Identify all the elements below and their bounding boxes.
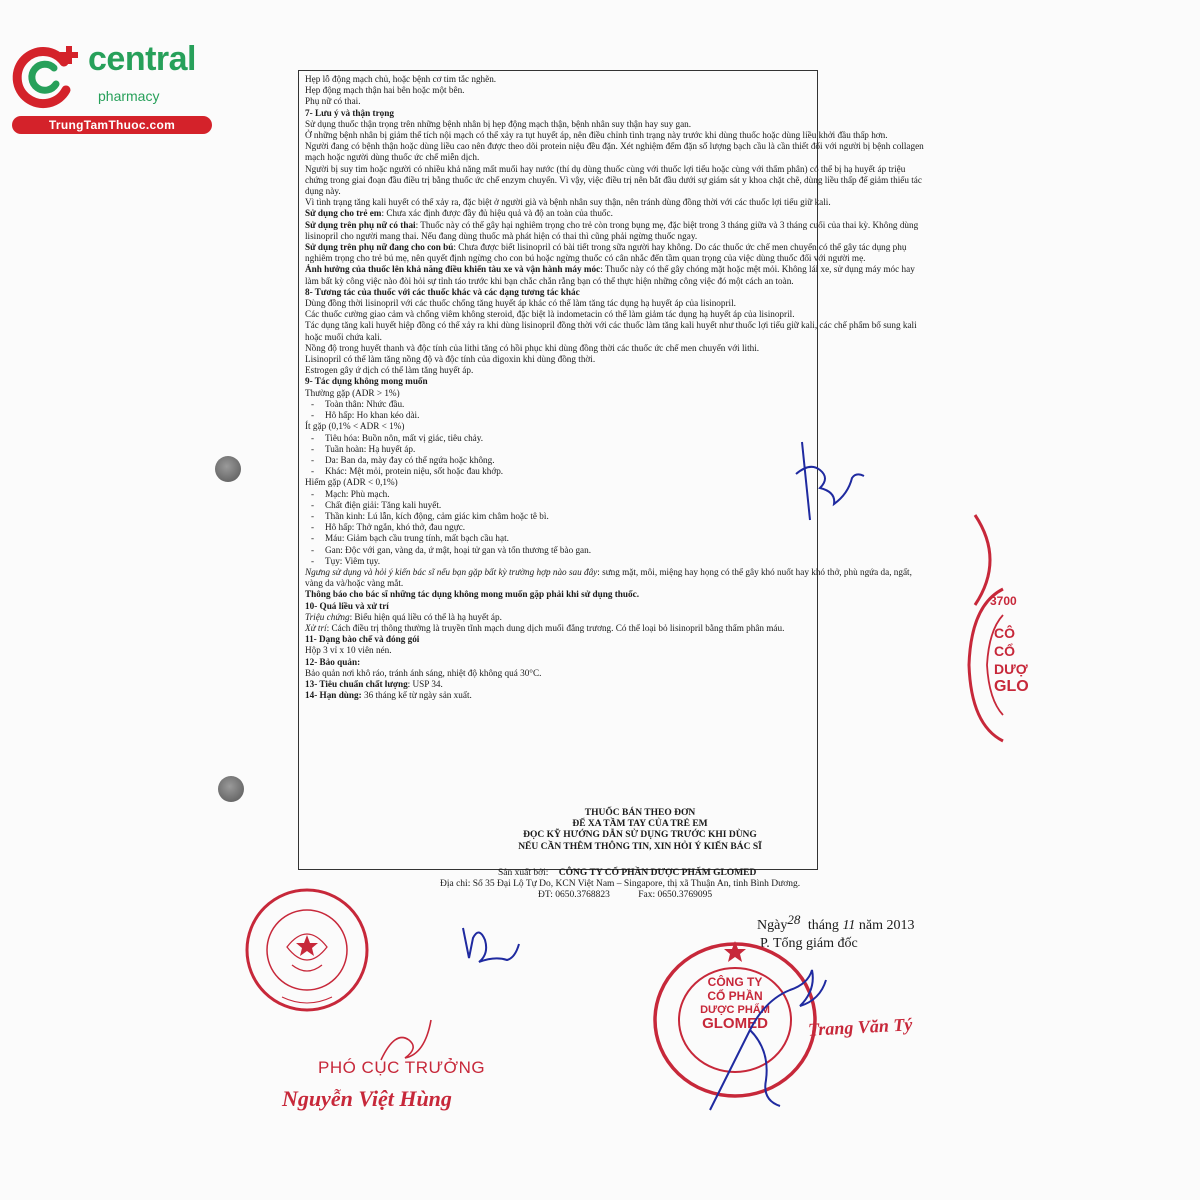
director-initials-signature bbox=[790, 432, 870, 527]
document-line bbox=[305, 410, 990, 421]
line-text: Tụy: Viêm tụy. bbox=[325, 555, 381, 566]
line-text: làm bất kỳ công việc nào đòi hỏi sự tỉnh táo trước khi bạn chắc chắn rằng bạn có thể thực hiện những công việc đó một cách an toàn. bbox=[305, 275, 794, 286]
document-line bbox=[305, 533, 990, 544]
document-line bbox=[305, 242, 990, 253]
document-line bbox=[305, 85, 990, 96]
document-line bbox=[305, 556, 990, 567]
line-text: 8- Tương tác của thuốc với các thuốc khác và các dạng tương tác khác bbox=[305, 286, 580, 297]
logo-site-badge: TrungTamThuoc.com bbox=[12, 116, 212, 134]
document-footer bbox=[310, 808, 970, 853]
document-line bbox=[305, 343, 990, 354]
line-text: Da: Ban da, mày đay có thể ngứa hoặc không. bbox=[325, 454, 495, 465]
document-line bbox=[305, 264, 990, 275]
document-line bbox=[305, 253, 990, 264]
edge-stamp-text bbox=[994, 624, 1029, 696]
edge-stamp-line3: DƯỢ bbox=[994, 661, 1028, 677]
line-text: : Thuốc này có thể gây chóng mặt hoặc mệt mỏi. Không lái xe, sử dụng máy móc hay bbox=[600, 264, 915, 275]
maker-name: CÔNG TY CỔ PHẦN DƯỢC PHẨM GLOMED bbox=[558, 868, 757, 878]
line-text: Estrogen gây ứ dịch có thể làm tăng huyết áp. bbox=[305, 365, 474, 376]
line-lead-bold: 14- Hạn dùng: bbox=[305, 690, 362, 701]
footer-ask-doctor: NẾU CẦN THÊM THÔNG TIN, XIN HỎI Ý KIẾN BÁC SĨ bbox=[518, 841, 762, 852]
signing-date bbox=[757, 912, 915, 934]
document-line bbox=[305, 298, 990, 309]
section-heading bbox=[305, 634, 990, 645]
punch-hole bbox=[218, 776, 244, 802]
deputy-signature-flourish bbox=[375, 1010, 435, 1070]
section-heading bbox=[305, 657, 990, 668]
maker-phone: ĐT: 0650.3768823 bbox=[538, 890, 610, 901]
line-lead-bold: Sử dụng trên phụ nữ có thai bbox=[305, 219, 416, 230]
line-text: Hiếm gặp (ADR < 0,1%) bbox=[305, 477, 398, 488]
line-text: 9- Tác dụng không mong muốn bbox=[305, 376, 428, 387]
line-lead-bold: 13- Tiêu chuẩn chất lượng bbox=[305, 678, 408, 689]
line-text: Ít gặp (0,1% < ADR < 1%) bbox=[305, 421, 405, 432]
document-line bbox=[305, 477, 990, 488]
document-line bbox=[305, 96, 990, 107]
document-line bbox=[305, 567, 990, 578]
document-body bbox=[305, 74, 990, 701]
bullet-dash: - bbox=[311, 510, 315, 521]
line-text: Nồng độ trong huyết thanh và độc tính của lithi tăng có hồi phục khi dùng đồng thời các thuốc ức chế men chuyển với lithi. bbox=[305, 342, 760, 353]
document-line bbox=[305, 119, 990, 130]
company-stamp-line4: GLOMED bbox=[702, 1015, 768, 1032]
line-text: Các thuốc cường giao cảm và chống viêm không steroid, đặc biệt là indometacin có thể làm giảm tác dụng hạ huyết áp của lisinopril. bbox=[305, 309, 795, 320]
line-text: mạch hoặc người dùng thuốc ức chế miễn dịch. bbox=[305, 152, 480, 163]
director-title: P. Tổng giám đốc bbox=[760, 936, 858, 951]
line-text: lisinopril cho người mang thai. Nếu đang dùng thuốc mà phát hiện có thai thì cũng phải ngừng thuốc ngay. bbox=[305, 230, 698, 241]
document-line bbox=[305, 668, 990, 679]
logo-tagline: pharmacy bbox=[98, 88, 160, 104]
company-stamp-line2: CỔ PHẦN bbox=[707, 989, 763, 1003]
line-text: 36 tháng kể từ ngày sản xuất. bbox=[361, 690, 472, 701]
line-text: Bảo quản nơi khô ráo, tránh ánh sáng, nhiệt độ không quá 30°C. bbox=[305, 667, 542, 678]
line-text: Thông báo cho bác sĩ những tác dụng không mong muốn gặp phải khi sử dụng thuốc. bbox=[305, 589, 639, 600]
line-text: Dùng đồng thời lisinopril với các thuốc chống tăng huyết áp khác có thể làm tăng tác dụng hạ huyết áp của lisinopril. bbox=[305, 298, 736, 309]
section-heading bbox=[305, 376, 990, 387]
bullet-dash: - bbox=[311, 488, 315, 499]
document-line bbox=[305, 309, 990, 320]
central-pharmacy-logo bbox=[10, 38, 215, 133]
document-line bbox=[305, 320, 990, 331]
line-text: Ở những bệnh nhân bị giảm thể tích nội mạch có thể xảy ra tụt huyết áp, nên điều chỉnh tình trạng này trước khi dùng thuốc hoặc dùng liều khởi đầu thấp hơn. bbox=[305, 130, 888, 141]
logo-wordmark: central bbox=[88, 40, 196, 78]
edge-stamp-line1: CÔ bbox=[994, 625, 1015, 641]
line-text: Thần kinh: Lú lẫn, kích động, cảm giác kim châm hoặc tê bì. bbox=[325, 510, 549, 521]
line-text: Hô hấp: Thở ngắn, khó thở, đau ngực. bbox=[325, 522, 466, 533]
line-text: Người đang có bệnh thận hoặc dùng liều cao nên được theo dõi protein niệu đều đặn. Xét nghiệm đếm đặn số lượng bạch cầu là cần thiết đối với người bị bệnh collagen bbox=[305, 141, 924, 152]
document-line bbox=[305, 399, 990, 410]
document-line bbox=[305, 444, 990, 455]
line-lead-italic: Ngưng sử dụng và hỏi ý kiến bác sĩ nếu bạn gặp bất kỳ trường hợp nào sau đây bbox=[305, 566, 598, 577]
document-line bbox=[305, 220, 990, 231]
line-text: : Chưa xác định được đầy đủ hiệu quả và độ an toàn của thuốc. bbox=[381, 208, 613, 219]
document-line bbox=[305, 186, 990, 197]
line-text: : Cách điều trị thông thường là truyền tĩnh mạch dung dịch muối đẳng trương. Có thể loại bỏ lisinopril bằng thẩm phân máu. bbox=[326, 622, 785, 633]
line-text: Khác: Mệt mỏi, protein niệu, sốt hoặc đau khớp. bbox=[325, 466, 504, 477]
line-text: chứng trong giai đoạn đầu điều trị bằng thuốc ức chế enzym chuyển. Vì vậy, việc điều trị nên bắt đầu dưới sự giám sát y khoa chặt chẽ, dùng liều thấp để giảm thiểu tác bbox=[305, 174, 922, 185]
bullet-dash: - bbox=[311, 454, 315, 465]
footer-rx-notice: THUỐC BÁN THEO ĐƠN bbox=[584, 808, 696, 818]
line-text: Gan: Độc với gan, vàng da, ứ mật, hoại tử gan và tổn thương tế bào gan. bbox=[325, 544, 592, 555]
line-text: hoặc muối chứa kali. bbox=[305, 331, 382, 342]
date-day-label: Ngày bbox=[757, 918, 788, 933]
line-text: Mạch: Phù mạch. bbox=[325, 488, 390, 499]
line-text: : sưng mặt, môi, miệng hay họng có thể gây khó nuốt hay khó thở, phù ngứa da, ngất, bbox=[597, 566, 912, 577]
maker-fax: Fax: 0650.3769095 bbox=[638, 890, 713, 901]
document-line bbox=[305, 388, 990, 399]
footer-read-instructions: ĐỌC KỸ HƯỚNG DẪN SỬ DỤNG TRƯỚC KHI DÙNG bbox=[523, 830, 757, 841]
document-line bbox=[305, 545, 990, 556]
ministry-seal-stamp bbox=[242, 885, 372, 1015]
document-line bbox=[305, 466, 990, 477]
line-lead-bold: Sử dụng cho trẻ em bbox=[305, 208, 382, 219]
manufacturer-info bbox=[440, 868, 800, 902]
bullet-dash: - bbox=[311, 432, 315, 443]
deputy-director-title: PHÓ CỤC TRƯỞNG bbox=[318, 1058, 486, 1077]
line-text: Sử dụng thuốc thận trọng trên những bệnh nhân bị hẹp động mạch thận, bệnh nhân suy thận hay suy gan. bbox=[305, 118, 692, 129]
document-line bbox=[305, 612, 990, 623]
document-line bbox=[305, 522, 990, 533]
line-text: nghiêm trọng cho trẻ bú mẹ, nên quyết định ngừng cho con bú hoặc ngừng thuốc có cân nhắc đến tầm quan trọng của việc dùng thuốc đối với người mẹ. bbox=[305, 253, 866, 264]
document-line bbox=[305, 231, 990, 242]
document-line bbox=[305, 276, 990, 287]
bullet-dash: - bbox=[311, 499, 315, 510]
line-text: 10- Quá liều và xử trí bbox=[305, 600, 389, 611]
line-text: Vì tình trạng tăng kali huyết có thể xảy ra, đặc biệt ở người già và bệnh nhân suy thận, nên tránh dùng đồng thời với các thuốc lợi tiểu giữ kali. bbox=[305, 197, 831, 208]
bullet-dash: - bbox=[311, 555, 315, 566]
line-text: Thường gặp (ADR > 1%) bbox=[305, 387, 400, 398]
line-text: : Biểu hiện quá liều có thể là hạ huyết áp. bbox=[349, 611, 502, 622]
line-text: Hộp 3 vỉ x 10 viên nén. bbox=[305, 645, 392, 656]
section-heading bbox=[305, 601, 990, 612]
edge-stamp-line4: GLO bbox=[994, 678, 1029, 695]
date-month-label: tháng bbox=[807, 918, 839, 933]
bullet-dash: - bbox=[311, 398, 315, 409]
line-text: Hô hấp: Ho khan kéo dài. bbox=[325, 410, 420, 421]
document-line bbox=[305, 433, 990, 444]
pharmacy-cross-logo-icon bbox=[10, 38, 88, 116]
date-month: 11 bbox=[842, 918, 856, 933]
line-text: Toàn thân: Nhức đầu. bbox=[325, 398, 405, 409]
line-text: 7- Lưu ý và thận trọng bbox=[305, 107, 394, 118]
document-line bbox=[305, 645, 990, 656]
document-line bbox=[305, 455, 990, 466]
line-text: Chất điện giải: Tăng kali huyết. bbox=[325, 499, 442, 510]
document-line bbox=[305, 332, 990, 343]
line-lead-italic: Xử trí bbox=[305, 622, 327, 633]
document-line bbox=[305, 208, 990, 219]
line-text: Hẹp lỗ động mạch chủ, hoặc bệnh cơ tim tắc nghẽn. bbox=[305, 74, 497, 84]
document-line bbox=[305, 152, 990, 163]
edge-stamp-line2: CỔ bbox=[994, 643, 1015, 659]
line-text: dụng này. bbox=[305, 186, 341, 197]
bullet-dash: - bbox=[311, 466, 315, 477]
document-line bbox=[305, 365, 990, 376]
line-text: Hẹp động mạch thận hai bên hoặc một bên. bbox=[305, 85, 465, 96]
document-line bbox=[305, 74, 990, 85]
line-text: : Chưa được biết lisinopril có bài tiết trong sữa người hay không. Do các thuốc ức chế men chuyển có thể gây tác dụng phụ bbox=[453, 242, 907, 253]
section-heading bbox=[305, 589, 990, 600]
document-line bbox=[305, 690, 990, 701]
line-text: : USP 34. bbox=[407, 678, 443, 689]
bullet-dash: - bbox=[311, 544, 315, 555]
line-text: : Thuốc này có thể gây hại nghiêm trọng cho trẻ còn trong bụng mẹ, đặc biệt trong 3 tháng giữa và 3 tháng cuối của thai kỳ. Không dùng bbox=[415, 219, 919, 230]
line-text: Tác dụng tăng kali huyết hiệp đồng có thể xảy ra khi dùng lisinopril đồng thời với các thuốc làm tăng kali huyết như thuốc lợi tiểu giữ kali, các chế phẩm bổ sung kali bbox=[305, 320, 917, 331]
company-stamp-line3: DƯỢC PHẨM bbox=[700, 1004, 770, 1016]
date-day: 28 bbox=[787, 912, 801, 927]
line-lead-bold: Sử dụng trên phụ nữ đang cho con bú bbox=[305, 242, 454, 253]
line-text: Tiêu hóa: Buồn nôn, mất vị giác, tiêu chảy. bbox=[325, 432, 484, 443]
date-year: năm 2013 bbox=[858, 918, 915, 933]
bullet-dash: - bbox=[311, 410, 315, 421]
maker-label: Sản xuất bởi: bbox=[498, 868, 549, 878]
document-line bbox=[305, 164, 990, 175]
document-line bbox=[305, 679, 990, 690]
line-text: 11- Dạng bào chế và đóng gói bbox=[305, 634, 420, 645]
line-text: Máu: Giảm bạch cầu trung tính, mất bạch cầu hạt. bbox=[325, 533, 509, 544]
line-text: vàng da và/hoặc vàng mắt. bbox=[305, 578, 404, 589]
document-line bbox=[305, 511, 990, 522]
line-text: Người bị suy tim hoặc người có nhiều khả năng mất muối hay nước (thí dụ dùng thuốc cùng với thuốc lợi tiểu hoặc cùng với thẩm phân) có thể bị hạ huyết áp triệu bbox=[305, 163, 906, 174]
deputy-director-name: Nguyễn Việt Hùng bbox=[282, 1086, 452, 1111]
ceo-signature-name: Trang Văn Tý bbox=[807, 1014, 913, 1040]
document-line bbox=[305, 175, 990, 186]
document-line bbox=[305, 141, 990, 152]
document-line bbox=[305, 578, 990, 589]
document-line bbox=[305, 489, 990, 500]
footer-child-warning: ĐỂ XA TẦM TAY CỦA TRẺ EM bbox=[572, 819, 708, 830]
document-line bbox=[305, 354, 990, 365]
bullet-dash: - bbox=[311, 443, 315, 454]
line-text: Tuần hoàn: Hạ huyết áp. bbox=[325, 443, 416, 454]
line-lead-bold: Ảnh hưởng của thuốc lên khả năng điều khiển tàu xe và vận hành máy móc bbox=[305, 264, 601, 275]
section-heading bbox=[305, 108, 990, 119]
document-line bbox=[305, 500, 990, 511]
line-text: Phụ nữ có thai. bbox=[305, 96, 361, 107]
line-text: 12- Bảo quản: bbox=[305, 656, 361, 667]
line-text: Lisinopril có thể làm tăng nồng độ và độc tính của digoxin khi dùng đồng thời. bbox=[305, 354, 596, 365]
maker-address: Địa chỉ: Số 35 Đại Lộ Tự Do, KCN Việt Nam – Singapore, thị xã Thuận An, tỉnh Bình Dương. bbox=[440, 879, 801, 890]
approval-signature bbox=[455, 918, 525, 973]
company-stamp-line1: CÔNG TY bbox=[707, 975, 763, 989]
document-line bbox=[305, 623, 990, 634]
document-line bbox=[305, 197, 990, 208]
document-line bbox=[305, 421, 990, 432]
document-line bbox=[305, 130, 990, 141]
line-lead-italic: Triệu chứng bbox=[305, 611, 350, 622]
section-heading bbox=[305, 287, 990, 298]
punch-hole bbox=[215, 456, 241, 482]
bullet-dash: - bbox=[311, 522, 315, 533]
edge-stamp-ring-text: 3700 bbox=[990, 594, 1017, 608]
bullet-dash: - bbox=[311, 533, 315, 544]
